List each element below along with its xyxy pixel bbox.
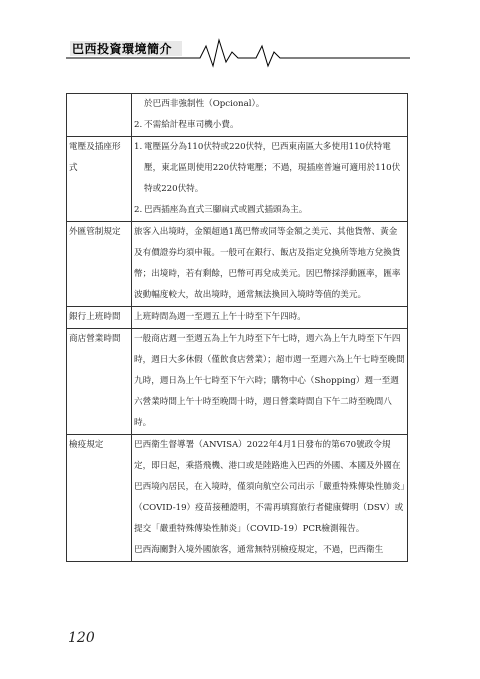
running-title: 巴西投資環境簡介 xyxy=(72,42,173,56)
row-content xyxy=(132,435,408,562)
content-paragraph xyxy=(134,115,405,136)
row-label: 商店營業時間 xyxy=(67,329,132,435)
content-paragraph xyxy=(134,435,405,540)
item-number: 2. xyxy=(134,205,143,215)
row-content xyxy=(132,137,408,222)
row-label: 銀行上班時間 xyxy=(67,307,132,329)
item-text: 巴西海關對入境外國旅客，通常無特別檢疫規定，不過，巴西衛生 xyxy=(134,545,384,555)
content-paragraph xyxy=(134,329,405,434)
table-row xyxy=(67,137,408,222)
table-row xyxy=(67,329,408,435)
row-content xyxy=(132,329,408,435)
table-row xyxy=(67,435,408,562)
table-row xyxy=(67,94,408,137)
row-label xyxy=(67,94,132,137)
table-row xyxy=(67,307,408,329)
item-text: 電壓區分為110伏特或220伏特，巴西東南區大多使用110伏特電壓，東北區則使用220伏特電壓；不過，現插座普遍可適用於110伏特或220伏特。 xyxy=(144,142,401,194)
row-label: 檢疫規定 xyxy=(67,435,132,562)
item-text: 上班時間為週一至週五上午十時至下午四時。 xyxy=(134,312,306,322)
content-paragraph xyxy=(134,94,405,115)
content-paragraph xyxy=(134,222,405,306)
page-number: 120 xyxy=(68,630,95,646)
row-content xyxy=(132,307,408,329)
table-row xyxy=(67,222,408,307)
item-number: 2. xyxy=(134,120,143,130)
content-paragraph xyxy=(134,307,405,328)
content-paragraph xyxy=(134,137,405,200)
row-content xyxy=(132,222,408,307)
item-text: 巴西插座為直式三腳扁式或圓式插頭為主。 xyxy=(144,205,308,215)
page-header xyxy=(0,0,480,70)
row-label: 電壓及插座形式 xyxy=(67,137,132,222)
item-number: 1. xyxy=(134,142,143,152)
item-text: 旅客入出境時，金額超過1萬巴幣或同等金額之美元、其他貨幣、黃金及有價證券均須申報。一般可在銀行、飯店及指定兌換所等地方兌換貨幣；出境時，若有剩餘，巴幣可再兌成美元。因巴幣採浮動匯率，匯率波動幅度較大，故出境時，通常無法換回入境時等值的美元。 xyxy=(134,227,401,300)
item-text: 一般商店週一至週五為上午九時至下午七時，週六為上午九時至下午四時，週日大多休假（僅飲食店營業）；超市週一至週六為上午七時至晚間九時，週日為上午七時至下午六時；購物中心（Shopping）週一至週六營業時間上午十時至晚間十時，週日營業時間自下午二時至晚間八時。 xyxy=(134,334,405,428)
item-text: 巴西衛生督導署（ANVISA）2022年4月1日發布的第670號政令規定，即日起，乘搭飛機、港口或是陸路進入巴西的外國、本國及外國在巴西境內居民，在入境時，僅須向航空公司出示「嚴重特殊傳染性肺炎」（COVID-19）疫苗接種證明，不需再填寫旅行者健康聲明（DSV）或提交「嚴重特殊傳染性肺炎」（COVID-19）PCR檢測報告。 xyxy=(134,440,405,534)
content-paragraph xyxy=(134,200,405,221)
info-table xyxy=(66,93,408,562)
item-text: 不需給計程車司機小費。 xyxy=(144,120,239,130)
item-text: 於巴西非強制性（Opcional）。 xyxy=(144,99,265,109)
row-content xyxy=(132,94,408,137)
content-paragraph xyxy=(134,540,405,561)
row-label: 外匯管制規定 xyxy=(67,222,132,307)
heartbeat-line-icon xyxy=(0,0,480,70)
